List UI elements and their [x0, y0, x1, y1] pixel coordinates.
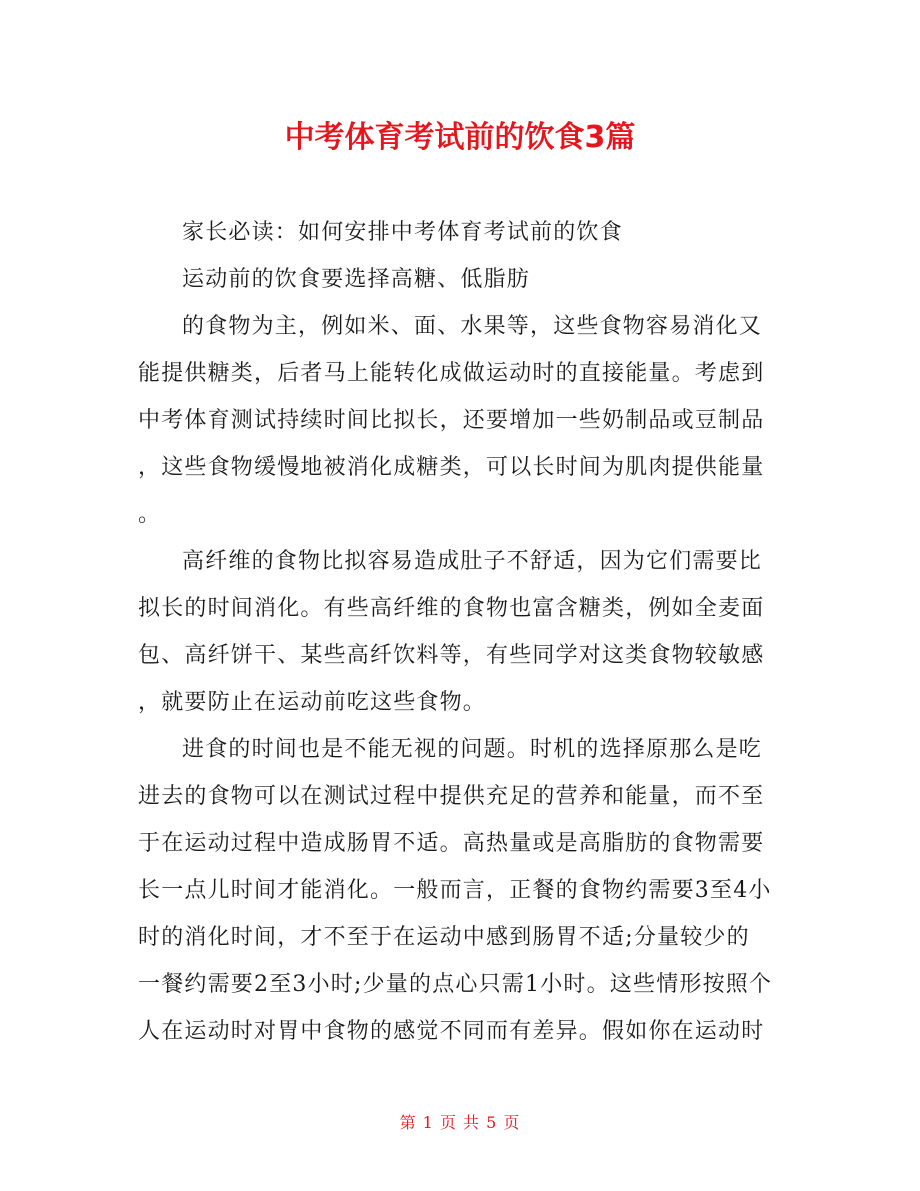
body-line: 。	[138, 502, 162, 527]
body-line: 进食的时间也是不能无视的问题。时机的选择原那么是吃	[182, 737, 763, 762]
body-line: 人在运动时对胃中食物的感觉不同而有差异。假如你在运动时	[138, 1019, 765, 1044]
body-line: 能提供糖类，后者马上能转化成做运动时的直接能量。考虑到	[138, 361, 765, 386]
body-line: 于在运动过程中造成肠胃不适。高热量或是高脂肪的食物需要	[138, 831, 765, 856]
body-line: 拟长的时间消化。有些高纤维的食物也富含糖类，例如全麦面	[138, 596, 765, 621]
body-line: ，这些食物缓慢地被消化成糖类，可以长时间为肌肉提供能量	[138, 455, 765, 480]
document-title: 中考体育考试前的饮食3篇	[284, 120, 636, 155]
body-line: 长一点儿时间才能消化。一般而言，正餐的食物约需要3至4小	[138, 878, 772, 903]
body-line: 时的消化时间，才不至于在运动中感到肠胃不适;分量较少的	[138, 925, 750, 950]
body-line: 一餐约需要2至3小时;少量的点心只需1小时。这些情形按照个	[138, 972, 773, 997]
body-line: 中考体育测试持续时间比拟长，还要增加一些奶制品或豆制品	[138, 408, 765, 433]
body-line: 运动前的饮食要选择高糖、低脂肪	[182, 267, 531, 292]
body-line: 的食物为主，例如米、面、水果等，这些食物容易消化又	[182, 314, 763, 339]
body-line: 包、高纤饼干、某些高纤饮料等，有些同学对这类食物较敏感	[138, 643, 765, 668]
body-line: 高纤维的食物比拟容易造成肚子不舒适，因为它们需要比	[182, 549, 763, 574]
body-line: 进去的食物可以在测试过程中提供充足的营养和能量，而不至	[138, 784, 765, 809]
body-line: ，就要防止在运动前吃这些食物。	[138, 690, 487, 715]
body-line: 家长必读：如何安排中考体育考试前的饮食	[182, 220, 623, 245]
page-number: 第 1 页 共 5 页	[399, 1113, 521, 1132]
